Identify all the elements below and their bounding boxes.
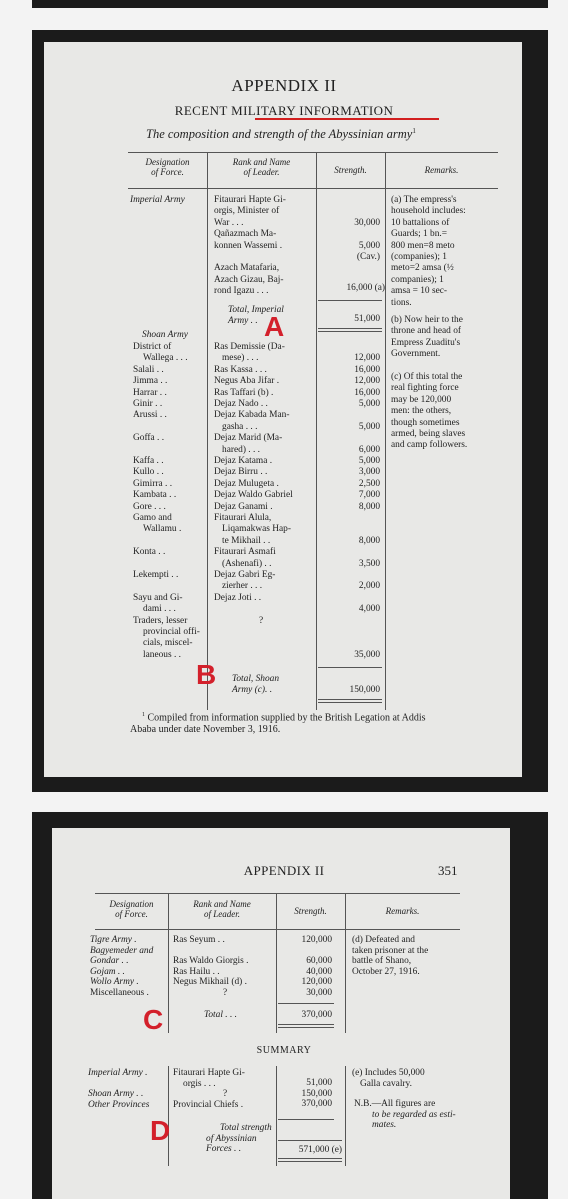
remark-line: amsa = 10 sec- (391, 286, 448, 297)
imperial-total-value: 51,000 (354, 314, 380, 324)
p2-total-value: 370,000 (301, 1010, 332, 1020)
remark-line: tions. (391, 297, 412, 308)
total-line: of Abyssinian (206, 1133, 257, 1144)
designation-cell (133, 433, 205, 444)
designation-cell (133, 502, 205, 513)
strength-cell: 120,000 (301, 935, 332, 945)
footnote-line-2: Ababa under date November 3, 1916. (130, 724, 281, 736)
spacer (214, 252, 286, 263)
leader-cell (214, 376, 279, 387)
total-rule-double (318, 702, 382, 703)
remark-line: real fighting force (391, 383, 459, 394)
leader-cell (214, 502, 273, 513)
footnote-text: Compiled from information supplied by the British Legation at Addis (147, 712, 426, 724)
designation-line: dami . . . (143, 604, 176, 615)
spacer (276, 946, 332, 957)
subtotal-rule (318, 667, 382, 668)
designation-cell: Shoan Army . . (88, 1089, 144, 1100)
col-divider-1 (207, 152, 208, 710)
strength-cell: 120,000 (301, 977, 332, 988)
annotation-marker-a: A (264, 311, 285, 342)
designation-line: Sayu and Gi- (133, 592, 183, 603)
header-designation-line: Designation (145, 157, 190, 167)
designation-line: laneous . . (143, 649, 182, 660)
total-rule (318, 328, 382, 329)
header-rank (207, 158, 316, 178)
remark-line: men: the others, (391, 406, 452, 417)
designation-cell (133, 467, 205, 478)
designation-cell: Other Provinces (88, 1099, 150, 1110)
leader-cell: ? (223, 987, 228, 998)
designation-cell (133, 376, 205, 387)
header-strength: Strength. (294, 906, 327, 916)
leader-cell (214, 467, 267, 478)
remark-a (391, 195, 466, 309)
shoan-army-label: Shoan Army (142, 330, 188, 340)
designation-cell (133, 388, 205, 399)
remark-line: to be regarded as esti- (372, 1109, 456, 1120)
strength-cell: 370,000 (301, 1099, 332, 1110)
leader-line: te Mikhail . . (222, 535, 271, 546)
leader-cell: Ras Waldo Giorgis . (173, 956, 249, 967)
header-designation-line: Designation (109, 899, 154, 909)
leader-line: Fitaurari Asmafi (214, 547, 276, 558)
summary-col-divider-3 (345, 1066, 346, 1166)
strength-cell: 5,000 (358, 399, 380, 409)
p2-strengths (276, 935, 332, 999)
remark-line: 800 men=8 meto (391, 240, 455, 251)
strength-cell: 8,000 (358, 501, 380, 512)
strength-cell: 30,000 (306, 987, 332, 998)
leader-cell (214, 570, 275, 593)
imperial-strength-1: 30,000 (354, 218, 380, 228)
designation-line: Salali . . (133, 364, 164, 375)
leader-cell (214, 365, 267, 376)
total-line: Forces . . (206, 1144, 242, 1155)
leader-line: Ras Demissie (Da- (214, 342, 285, 352)
footnote-mark: 1 (142, 712, 145, 718)
shoan-total-label (232, 674, 279, 697)
leader-cell: Ras Hailu . . (173, 966, 220, 977)
summary-designations (88, 1068, 149, 1110)
designation-line: Harrar . . (133, 387, 167, 398)
remark-line: 10 battalions of (391, 217, 450, 228)
remark-line: Guards; 1 bn.= (391, 229, 448, 240)
designation-line: District of (133, 342, 172, 352)
leader-line: Ras Taffari (b) . (214, 387, 274, 398)
total-rule (278, 1158, 342, 1159)
leader-line: (Ashenafi) . . (222, 558, 272, 569)
remark-line: (e) Includes 50,000 (352, 1068, 425, 1078)
leader-cell: Ras Seyum . . (173, 935, 225, 945)
remark-line: companies); 1 (391, 274, 444, 285)
leader-line: Negus Aba Jifar . (214, 376, 280, 387)
header-designation (95, 900, 168, 920)
leader-line: War . . . (214, 217, 244, 228)
strength-cell: 3,000 (358, 467, 380, 478)
designation-cell: Imperial Army . (88, 1068, 148, 1078)
strength-cell: 6,000 (358, 444, 380, 455)
leader-cell (214, 410, 289, 433)
leader-line: Dejaz Ganami . (214, 501, 273, 512)
leader-cell (214, 593, 261, 604)
imperial-strength-cav: (Cav.) (356, 252, 380, 262)
total-line: Army (c). . (232, 685, 273, 696)
designation-cell: Gondar . . (90, 956, 129, 967)
designation-cell: Miscellaneous . (90, 987, 149, 998)
designation-cell (133, 570, 205, 581)
leader-cell (214, 490, 293, 501)
designation-cell (133, 547, 205, 558)
remark-line: battle of Shano, (352, 956, 412, 967)
strength-cell: 16,000 (354, 364, 380, 375)
designation-line: Traders, lesser (133, 615, 188, 626)
designation-cell (133, 399, 205, 410)
remark-d (352, 935, 428, 977)
strength-cell: 40,000 (306, 966, 332, 977)
leader-line: Dejaz Nado . . (214, 399, 268, 409)
remark-line: Empress Zuaditu's (391, 337, 461, 348)
annotation-marker-c: C (143, 1004, 164, 1035)
remark-line: (companies); 1 (391, 252, 447, 263)
leader-line: Dejaz Mulugeta . (214, 478, 279, 489)
leader-cell: Fitaurari Hapte Gi- (173, 1068, 245, 1078)
strength-cell: 12,000 (354, 376, 380, 387)
leader-line: Liqamakwas Hap- (222, 524, 291, 535)
designation-cell (133, 593, 205, 616)
total-rule-double (278, 1027, 334, 1028)
leader-cell: Provincial Chiefs . (173, 1099, 244, 1110)
total-rule (278, 1024, 334, 1025)
leader-line: mese) . . . (222, 353, 259, 364)
header-remarks: Remarks. (385, 906, 420, 916)
leader-cell (214, 479, 279, 490)
leader-line: zierher . . . (222, 581, 263, 592)
imperial-strength-3: 16,000 (a) (346, 283, 385, 293)
remark-line: (c) Of this total the (391, 372, 463, 382)
remark-line: October 27, 1916. (352, 966, 420, 977)
leader-cell (214, 513, 291, 547)
designation-cell (133, 410, 205, 421)
designation-line: Lekempti . . (133, 570, 179, 580)
designation-cell: Tigre Army . (90, 935, 137, 945)
p2-leaders (173, 935, 248, 999)
table-top-rule (128, 152, 498, 153)
subtotal-rule (318, 300, 382, 301)
designation-line: Gamo and (133, 513, 172, 523)
leader-line: Dejaz Waldo Gabriel (214, 490, 293, 501)
subtotal-rule (278, 1119, 334, 1120)
strength-cell: 5,000 (358, 421, 380, 432)
designation-cell: Gojam . . (90, 966, 125, 977)
summary-strengths (276, 1078, 332, 1110)
designation-cell (133, 490, 205, 501)
leader-line: Fitaurari Hapte Gi- (214, 195, 286, 205)
leader-line: Qañazmach Ma- (214, 229, 277, 240)
strength-cell: 3,500 (358, 558, 380, 569)
designation-line: Konta . . (133, 547, 166, 558)
leader-cell: ? (223, 1089, 228, 1100)
leader-line: Fitaurari Alula, (214, 513, 272, 523)
designation-line: Gore . . . (133, 501, 166, 512)
remark-line: (b) Now heir to the (391, 315, 463, 325)
total-rule-double (278, 1161, 342, 1162)
appendix-title-2: APPENDIX II (243, 863, 325, 878)
designation-line: Kaffa . . (133, 456, 164, 466)
page-number: 351 (438, 863, 458, 878)
designation-line: Kullo . . (133, 467, 164, 478)
leader-line: rond Igazu . . . (214, 286, 269, 297)
annotation-marker-b: B (196, 659, 217, 690)
leader-line: Dejaz Gabri Eg- (214, 570, 276, 580)
header-designation-line: of Force. (115, 908, 148, 919)
leader-cell: orgis . . . (183, 1078, 216, 1089)
header-rank-line: Rank and Name (193, 899, 251, 909)
designation-line: Jimma . . (133, 376, 168, 387)
leader-line: Azach Matafaria, (214, 263, 280, 274)
remark-line: and camp followers. (391, 440, 468, 451)
shoan-total-value: 150,000 (349, 685, 380, 695)
remark-line: meto=2 amsa (½ (391, 263, 454, 274)
header-designation-line: of Force. (151, 166, 184, 177)
strength-cell: 51,000 (306, 1078, 332, 1088)
designation-cell (133, 513, 205, 536)
remark-line: though sometimes (391, 417, 460, 428)
leader-line: Azach Gizau, Baj- (214, 274, 284, 285)
leader-cell (214, 547, 276, 570)
col-divider-3 (385, 152, 386, 710)
designation-line: Wallamu . (143, 524, 182, 535)
leader-line: hared) . . . (222, 444, 261, 455)
remark-b (391, 315, 463, 361)
header-rule (128, 188, 498, 189)
strength-cell: 2,500 (358, 478, 380, 489)
header-remarks: Remarks. (424, 165, 459, 175)
designation-line: Goffa . . (133, 433, 165, 444)
leader-cell (214, 399, 268, 410)
summary-leaders (173, 1068, 245, 1110)
designation-line: Arussi . . (133, 410, 167, 421)
remark-line: mates. (372, 1120, 397, 1131)
strength-cell: 4,000 (358, 604, 380, 615)
spacer (88, 1079, 149, 1090)
header-rank-line: Rank and Name (232, 157, 291, 167)
footnote (130, 712, 426, 736)
remark-line: (a) The empress's (391, 195, 457, 205)
designation-line: Ginir . . (133, 399, 163, 409)
designation-line: cials, miscel- (143, 638, 193, 649)
total-rule-top (278, 1140, 342, 1141)
section-subtitle: RECENT MILITARY INFORMATION (174, 103, 394, 118)
header-designation (128, 158, 207, 178)
remark-line: may be 120,000 (391, 394, 452, 405)
strength-cell: 5,000 (358, 456, 380, 466)
designation-cell (133, 365, 205, 376)
designation-cell: Bagyemeder and (90, 945, 154, 956)
caption-text: The composition and strength of the Abyssinian army (146, 127, 413, 142)
leader-line: Dejaz Birru . . (214, 467, 268, 478)
appendix-title: APPENDIX II (231, 76, 337, 95)
leader-cell (214, 433, 282, 456)
leader-line: konnen Wassemi . (214, 240, 283, 251)
designation-cell: Wollo Army . (90, 977, 139, 988)
total-line: Total, Imperial (228, 305, 284, 315)
imperial-strength-2: 5,000 (358, 241, 380, 251)
remark-line: household includes: (391, 206, 466, 217)
designation-line: Wallega . . . (143, 353, 188, 364)
leader-cell (214, 388, 273, 399)
header-rank-line: of Leader. (204, 908, 240, 919)
p2-designations (90, 935, 153, 999)
strength-cell: 35,000 (354, 649, 380, 660)
leader-line: gasha . . . (222, 421, 258, 432)
footnote-line-1 (142, 712, 426, 723)
leader-cell: Negus Mikhail (d) . (173, 977, 247, 988)
remark-line: armed, being slaves (391, 429, 466, 440)
header-strength: Strength. (334, 165, 367, 175)
leader-line: orgis, Minister of (214, 206, 280, 217)
remark-line: Government. (391, 349, 441, 360)
leader-line: Dejaz Kabada Man- (214, 410, 290, 421)
nb-note (354, 1099, 456, 1131)
subtotal-rule (278, 1003, 334, 1004)
imperial-army-label: Imperial Army (130, 195, 185, 205)
summary-heading: SUMMARY (256, 1045, 312, 1056)
designation-cell (133, 342, 205, 365)
designation-cell (133, 456, 205, 467)
leader-cell (214, 456, 272, 467)
total-line: Total strength (220, 1123, 272, 1133)
remark-line: Galla cavalry. (360, 1078, 412, 1089)
strength-cell: 16,000 (354, 387, 380, 398)
summary-total-value: 571,000 (e) (298, 1145, 342, 1155)
designation-line: Gimirra . . (133, 478, 173, 489)
p2-total-label: Total . . . (204, 1010, 237, 1020)
header-rule (95, 929, 460, 930)
strength-cell: 60,000 (306, 956, 332, 967)
total-rule-double (318, 331, 382, 332)
remark-e (352, 1068, 425, 1089)
leader-cell (214, 616, 263, 627)
total-line: Army . . (228, 316, 258, 327)
designation-line: provincial offi- (143, 627, 200, 637)
table-caption (146, 128, 416, 141)
remark-line: taken prisoner at the (352, 945, 429, 956)
imperial-leaders (214, 195, 286, 298)
annotation-marker-d: D (150, 1115, 171, 1146)
strength-cell: 150,000 (301, 1088, 332, 1099)
leader-cell (214, 342, 285, 365)
remark-line: throne and head of (391, 326, 462, 337)
designation-line: Kambata . . (133, 490, 177, 501)
remark-c (391, 372, 467, 452)
strength-cell: 7,000 (358, 490, 380, 501)
table-top-rule (95, 893, 460, 894)
leader-line: Dejaz Marid (Ma- (214, 433, 283, 444)
total-rule (318, 699, 382, 700)
header-rank (168, 900, 276, 920)
leader-line: Dejaz Joti . . (214, 592, 262, 603)
designation-cell (133, 616, 205, 662)
total-line: Total, Shoan (232, 674, 280, 684)
summary-total-label (196, 1123, 272, 1155)
red-underline-annotation (255, 118, 439, 120)
remark-line: N.B.—All figures are (354, 1099, 436, 1109)
spacer (173, 946, 248, 957)
strength-cell: 12,000 (354, 353, 380, 364)
top-page-edge (32, 0, 548, 8)
leader-line: Dejaz Katama . (214, 456, 273, 466)
leader-line: ? (259, 615, 264, 626)
caption-footnote-mark: 1 (412, 127, 416, 135)
strength-cell: 2,000 (358, 581, 380, 592)
remark-line: (d) Defeated and (352, 935, 415, 945)
header-rank-line: of Leader. (243, 166, 280, 177)
designation-cell (133, 479, 205, 490)
strength-cell: 8,000 (358, 535, 380, 546)
leader-line: Ras Kassa . . . (214, 364, 267, 375)
